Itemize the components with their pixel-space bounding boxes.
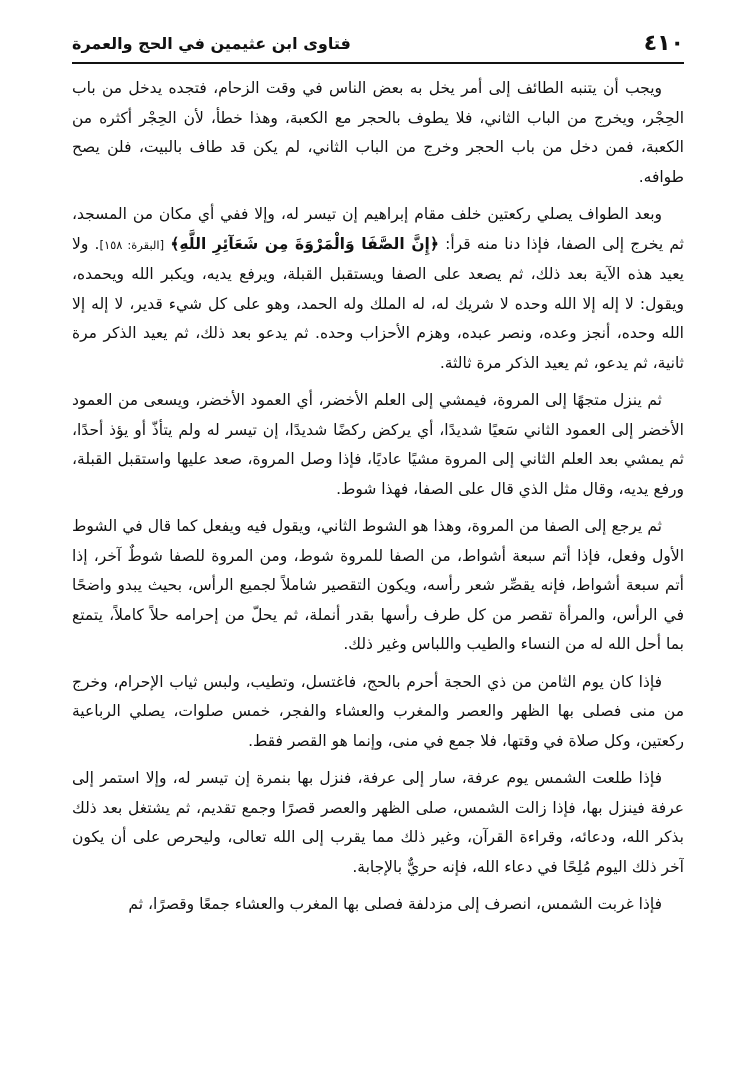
paragraph-eighth-day: فإذا كان يوم الثامن من ذي الحجة أحرم بالحج، فاغتسل، وتطيب، ولبس ثياب الإحرام، وخرج من منى فصلى بها الظهر والعصر والمغرب والعشاء والفجر، خمس صلوات، يصلي الرباعية ركعتين، وكل صلاة في وقتها، فلا جمع في منى، وإنما هو القصر فقط. — [72, 672, 684, 750]
header-divider — [72, 62, 684, 64]
page-header — [72, 30, 684, 60]
paragraph-sai-completion: ثم يرجع إلى الصفا من المروة، وهذا هو الشوط الثاني، ويقول فيه ويفعل كما قال في الشوط الأول وفعل، فإذا أتم سبعة أشواط، من الصفا للمروة شوط، ومن المروة للصفا شوطٌ آخر، إذا أتم سبعة أشواط، فإنه يقصِّر شعر رأسه، ويكون التقصير شاملاً لجميع الرأس، بحيث يبدو واضحًا في الرأس، والمرأة تقصر من كل طرف رأسها بقدر أنملة، ثم يحلّ من إحرامه حلاً كاملاً، يتمتع بما أحل الله له من النساء والطيب واللباس وغير ذلك. — [72, 517, 684, 653]
paragraph-muzdalifah: فإذا غربت الشمس، انصرف إلى مزدلفة فصلى بها المغرب والعشاء جمعًا وقصرًا، ثم — [128, 895, 662, 913]
paragraph-text-after-verse: . ولا يعيد هذه الآية بعد ذلك، ثم يصعد على الصفا ويستقبل القبلة، ويرفع يديه، ويكبر الله ويحمده، ويقول: لا إله إلا الله وحده لا شريك له، له الملك وله الحمد، وهو على كل شيء قدير، لا إله إلا الله وحده، أنجز وعده، ونصر عبده، وهزم الأحزاب وحده. ثم يدعو بعد ذلك، ثم يعيد الذكر مرة ثانية، ثم يدعو، ثم يعيد الذكر مرة ثالثة. — [72, 234, 684, 372]
running-title: فتاوى ابن عثيمين في الحج والعمرة — [72, 34, 351, 53]
paragraph-tawaf-hijr: ويجب أن يتنبه الطائف إلى أمر يخل به بعض الناس في وقت الزحام، فتجده يدخل من باب الحِجْر، ويخرج من الباب الثاني، فلا يطوف بالحجر مع الكعبة، وهذا خطأ، لأن الحِجْر أكثره من الكعبة، فمن دخل من باب الحجر وخرج من الباب الثاني، لم يكن قد طاف بالبيت، فلن يصح طوافه. — [72, 79, 684, 186]
page-number: ٤١٠ — [643, 31, 684, 56]
paragraph-text-before-verse: وبعد الطواف يصلي ركعتين خلف مقام إبراهيم إن تيسر له، وإلا ففي أي مكان من المسجد، ثم يخرج إلى الصفا، فإذا دنا منه قرأ: — [72, 205, 684, 253]
paragraph-sai-first-round: ثم ينزل متجهًا إلى المروة، فيمشي إلى العلم الأخضر، أي العمود الأخضر، ويسعى من العمود الأخضر إلى العمود الثاني سَعيًا شديدًا، أي يركض ركضًا شديدًا، إن تيسر له ولم يتأذّ أو يؤذ أحدًا، ثم يمشي بعد العلم الثاني إلى المروة مشيًا عاديًا، فإذا وصل المروة، صعد عليها واستقبل القبلة، ورفع يديه، وقال مثل الذي قال على الصفا، فهذا شوط. — [72, 391, 684, 498]
quran-verse: ﴿إِنَّ الصَّفَا وَالْمَرْوَةَ مِن شَعَآئِرِ اللَّهِ﴾ — [170, 234, 439, 253]
paragraph-day-of-arafah: فإذا طلعت الشمس يوم عرفة، سار إلى عرفة، فنزل بها بنمرة إن تيسر له، وإلا استمر إلى عرفة فينزل بها، فإذا زالت الشمس، صلى الظهر والعصر قصرًا وجمع تقديم، ثم يشتغل بعد ذلك بذكر الله، ودعائه، وقراءة القرآن، وغير ذلك مما يقرب إلى الله تعالى، وليحرص على أن يكون آخر ذلك اليوم مُلِحًا في دعاء الله، فإنه حريٌّ بالإجابة. — [72, 769, 684, 876]
body-text — [72, 74, 684, 1079]
paragraph-safa-ascent — [72, 200, 684, 378]
verse-citation: [البقرة: ١٥٨] — [99, 237, 165, 252]
